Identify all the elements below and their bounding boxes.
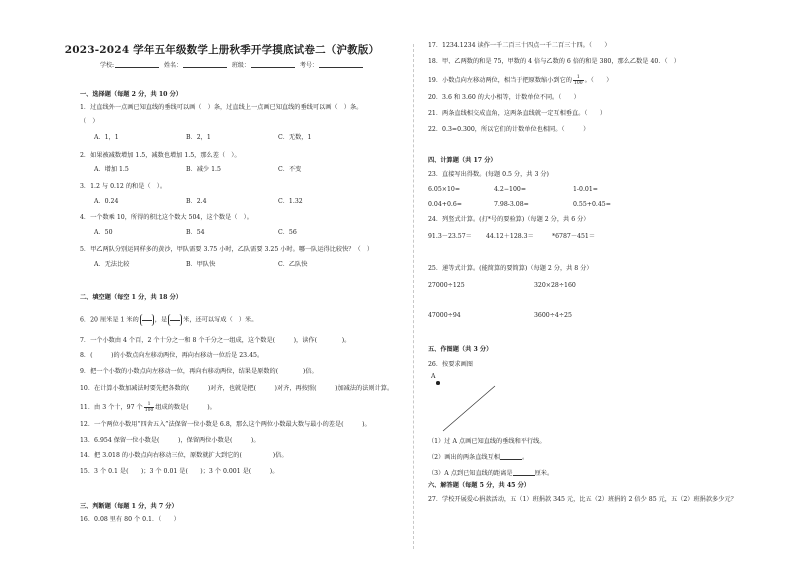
option-a[interactable]: A．1，1 [94,134,119,141]
option-c[interactable]: C．不变 [278,166,302,173]
question-12-text: 12．一个两位小数用“四舍五入”法保留一位小数是 6.8，那么这个两位小数最大数与最小的差是( )。 [80,421,371,428]
question-7-text: 7．一个小数由 4 个百，2 个十分之一和 8 个千分之一组成，这个数是( )，读作( )。 [80,337,351,344]
option-c[interactable]: C．无数，1 [278,134,312,141]
question-11-text: 11．由 3 个十，97 个 $\frac{1}{100}$ 组成的数是( )。 [80,402,216,413]
option-a[interactable]: A．增加 1.5 [94,166,129,173]
section-heading-fill: 二、填空题（每空 1 分，共 18 分） [80,294,182,301]
question-17-text: 17．1234.1234 读作一千二百三十四点一千二百三十四。（ ） [428,42,611,49]
question-4-text: 4．一个数乘 10，所得的积比这个数大 504，这个数是（ ）。 [80,214,253,221]
question-19-text: 19．小数点向左移动两位，相当于把原数缩小到它的 $\frac{1}{100}$ 。（ ） [428,75,613,86]
option-b[interactable]: B．甲队快 [186,261,216,268]
calc-item: 0.04+0.6= [428,201,462,208]
section-heading-calc: 四、计算题（共 17 分） [428,157,497,164]
school-label: 学校: [100,62,115,69]
question-6-text: 6．20 厘米是 1 米的 ，是 米，还可以写成（ ）米。 [80,314,257,326]
question-5-text: 5．甲乙两队分别运同样多的黄沙，甲队需要 3.75 小时，乙队需要 3.25 小时。哪一队运得比较快？（ ） [80,246,374,253]
section-heading-draw: 五、作图题（共 3 分） [428,346,493,353]
question-10-text: 10．在计算小数加减法时要先把各数的( )对齐，也就是把( )对齐，再按照( )加减法的法则计算。 [80,385,394,392]
calc-item: 27000÷125 [428,282,465,289]
calc-item: 7.98-3.08= [494,201,529,208]
question-24-title: 24．列竖式计算。(打*号的要验算)（每题 2 分，共 6 分） [428,216,590,223]
question-26-part-1: （1）过 A 点画已知直线的垂线和平行线。 [428,438,546,445]
calc-item: 91.3－23.57＝ [428,233,472,240]
question-18-text: 18．甲、乙两数的和是 75，甲数的 4 倍与乙数的 6 倍的和是 380，那么乙数是 40．（ ） [428,58,680,65]
fraction: $\frac{1}{100}$ [144,402,154,413]
question-16-text: 16．0.08 里有 80 个 0.1．（ ） [80,516,180,523]
option-c[interactable]: C．1.32 [278,198,303,205]
question-13-text: 13．6.954 保留一位小数是( )，保留两位小数是( )。 [80,437,260,444]
calc-item: 0.55+0.45= [573,201,611,208]
question-21-text: 21．两条直线相交成直角，这两条直线就一定互相垂直。（ ） [428,110,607,117]
question-15-text: 15．3 个 0.1 是( )；3 个 0.01 是( )；3 个 0.001 是( )。 [80,468,279,475]
option-b[interactable]: B．减少 1.5 [186,166,221,173]
option-a[interactable]: A．50 [94,229,113,236]
option-c[interactable]: C．乙队快 [278,261,308,268]
exam-no-label: 考号： [299,62,318,69]
given-line [443,386,495,431]
point-a-label: A [431,373,436,380]
calc-item: 320×28÷160 [534,282,576,289]
calc-item: 47000÷94 [428,312,461,319]
question-22-text: 22．0.3=0.300，所以它们的计数单位也相同。（ ） [428,126,590,133]
option-b[interactable]: B．54 [186,229,205,236]
question-1-continue: （ ） [80,118,99,125]
option-a[interactable]: A．无法比较 [94,261,130,268]
question-23-title: 23．直接写出得数。(每题 0.5 分，共 3 分) [428,171,549,178]
question-26-title: 26．按要求画图 [428,361,473,368]
section-heading-solve: 六、解答题（每题 5 分，共 45 分） [428,482,530,489]
calc-item: 6.05×10= [428,186,461,193]
calc-item: 4.2−100= [494,186,527,193]
question-27-text: 27．学校开展爱心捐款活动，五（1）班捐款 345 元，比五（2）班捐的 2 倍少 85 元，五（2）班捐款多少元？ [428,496,737,503]
section-heading-choice: 一、选择题（每题 2 分，共 10 分） [80,91,182,98]
calc-item: *6787－451＝ [552,233,596,240]
answer-blank[interactable] [500,453,522,460]
fraction: $\frac{1}{100}$ [574,75,583,86]
page-title: 2023-2024 学年五年级数学上册秋季开学摸底试卷二（沪教版） [64,44,380,56]
question-3-text: 3．1.2 与 0.12 的和是（ ）。 [80,183,167,190]
question-2-text: 2．如果被减数增加 1.5，减数也增加 1.5，那么差（ ）。 [80,152,241,159]
option-b[interactable]: B．2，1 [186,134,211,141]
question-8-text: 8．( )的小数点向左移动两位，再向右移动一位后是 23.45。 [80,352,264,359]
option-a[interactable]: A．0.24 [94,198,119,205]
question-26-part-3: （3）A 点到已知直线的距离是 厘米。 [428,470,554,477]
section-heading-judge: 三、判断题（每题 1 分，共 7 分） [80,503,178,510]
question-26-part-2: （2）画出的两条直线互相 。 [428,454,529,461]
question-14-text: 14．把 3.018 的小数点向右移动三位，原数就扩大到它的( )倍。 [80,452,288,459]
class-label: 班级： [231,62,250,69]
calc-item: 3600÷4÷25 [534,312,572,319]
name-label: 姓名： [163,62,182,69]
question-25-title: 25．递等式计算。(能简算的要简算)（每题 2 分，共 8 分） [428,265,593,272]
calc-item: 1-0.01= [573,186,598,193]
calc-item: 44.12＋128.3＝ [486,233,534,240]
answer-blank[interactable] [513,469,535,476]
question-9-text: 9．把一个小数的小数点向左移动一位，再向右移动两位，结果是原数的( )倍。 [80,368,318,375]
option-c[interactable]: C．56 [278,229,297,236]
option-b[interactable]: B．2.4 [186,198,207,205]
question-20-text: 20．3.6 和 3.60 的大小相等，计数单位不同。（ ） [428,94,580,101]
question-1-text: 1．过直线外一点画已知直线的垂线可以画（ ）条，过直线上一点画已知直线的垂线可以画（ ）条。 [80,104,363,111]
